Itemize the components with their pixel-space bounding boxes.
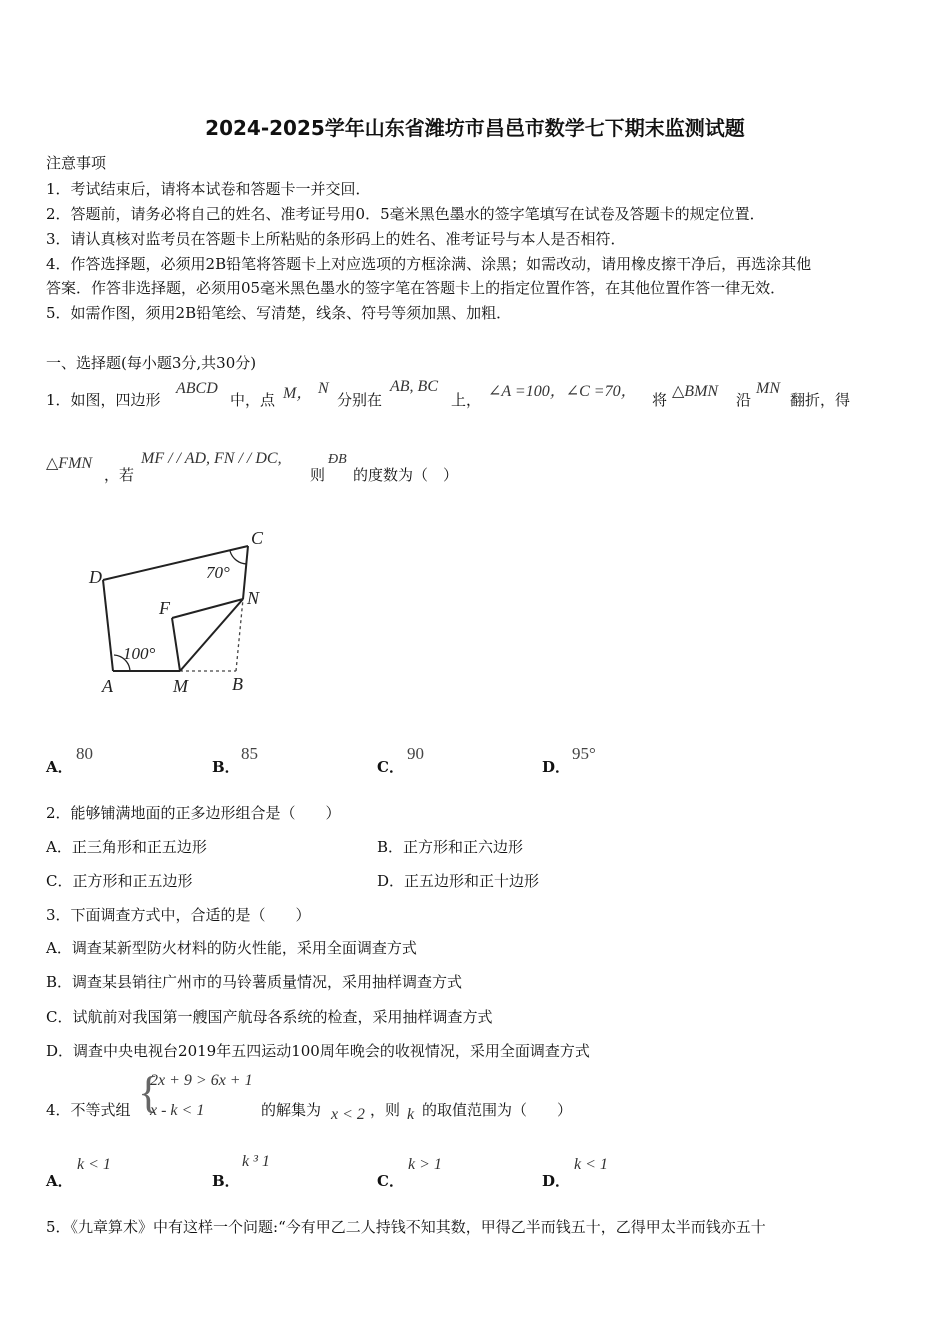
q4-option-b-label[interactable]: B． (212, 1172, 240, 1190)
q1-segment-mn: MN (756, 380, 780, 397)
q3-option-b[interactable]: B．调查某县销往广州市的马铃薯质量情况，采用抽样调查方式 (46, 973, 463, 991)
q4-number: 4．不等式组 (46, 1101, 131, 1119)
q4-option-a-label[interactable]: A． (46, 1172, 73, 1190)
section-heading: 一、选择题(每小题3分,共30分) (46, 354, 257, 372)
q4-inequality-2: x - k < 1 (150, 1102, 205, 1119)
q4-text: ，则 (370, 1101, 401, 1119)
q4-option-c-label[interactable]: C． (377, 1172, 404, 1190)
label-a: A (102, 676, 113, 696)
q1-text: 沿 (736, 391, 752, 409)
q2-option-b[interactable]: B．正方形和正六边形 (377, 838, 524, 856)
angle-c-arc (230, 551, 247, 564)
q3-option-c[interactable]: C．试航前对我国第一艘国产航母各系统的检查，采用抽样调查方式 (46, 1008, 493, 1026)
q1-text: ，若 (104, 466, 135, 484)
q2-stem: 2．能够铺满地面的正多边形组合是（ ） (46, 804, 341, 822)
notice-item: 5．如需作图，须用2B铅笔绘、写清楚，线条、符号等须加黑、加粗． (46, 304, 512, 322)
label-c: C (251, 528, 264, 548)
q4-text: 的取值范围为（ ） (422, 1101, 573, 1119)
notice-item: 4．作答选择题，必须用2B铅笔将答题卡上对应选项的方框涂满、涂黑；如需改动，请用橡皮擦干净后，再选涂其他 (46, 255, 812, 273)
q1-angles: ∠A =100，∠C =70， (488, 383, 637, 400)
q1-text: 中，点 (230, 391, 276, 409)
q1-figure (80, 522, 280, 702)
q3-stem: 3．下面调查方式中，合适的是（ ） (46, 906, 311, 924)
segment-bn-dashed (236, 599, 243, 671)
segment-fm (172, 618, 180, 671)
notice-item: 答案．作答非选择题，必须用05毫米黑色墨水的签字笔在答题卡上的指定位置作答，在其他位置作答一律无效． (46, 279, 786, 297)
q1-option-b-value[interactable]: 85 (241, 744, 258, 763)
q4-option-b-value[interactable]: k ³ 1 (242, 1153, 270, 1170)
label-d: D (89, 567, 102, 587)
q4-option-d-label[interactable]: D． (542, 1172, 571, 1190)
q2-option-d[interactable]: D．正五边形和正十边形 (377, 872, 540, 890)
label-b: B (232, 674, 243, 694)
q1-point-m: M， (283, 385, 313, 402)
q5-stem: 5．《九章算术》中有这样一个问题:“今有甲乙二人持钱不知其数，甲得乙半而钱五十，乙得甲太半而钱亦五十 (46, 1218, 766, 1236)
segment-mn (180, 599, 243, 671)
q3-option-d[interactable]: D．调查中央电视台2019年五四运动100周年晚会的收视情况，采用全面调查方式 (46, 1042, 590, 1060)
q1-sides: AB, BC (390, 378, 438, 395)
q1-text: 的度数为（ ） (353, 466, 459, 484)
q1-text: 将 (652, 391, 668, 409)
q1-option-d-value[interactable]: 95° (572, 744, 596, 763)
q4-text: 的解集为 (261, 1101, 322, 1119)
q4-solution: x < 2 (331, 1106, 365, 1123)
q1-option-c-label[interactable]: C． (377, 758, 404, 776)
q1-option-b-label[interactable]: B． (212, 758, 240, 776)
notice-item: 2．答题前，请务必将自己的姓名、准考证号用0．5毫米黑色墨水的签字笔填写在试卷及答题卡的规定位置． (46, 205, 765, 223)
q1-text: 翻折，得 (790, 391, 851, 409)
q4-option-a-value[interactable]: k < 1 (77, 1156, 111, 1173)
q1-triangle-fmn: △FMN (46, 455, 93, 472)
q1-triangle-bmn: △BMN (672, 383, 719, 400)
q1-text: 分别在 (337, 391, 383, 409)
q1-number: 1．如图，四边形 (46, 391, 161, 409)
angle-a-label: 100° (123, 644, 156, 663)
q2-option-c[interactable]: C．正方形和正五边形 (46, 872, 193, 890)
page-title: 2024-2025学年山东省潍坊市昌邑市数学七下期末监测试题 (205, 116, 745, 140)
notice-item: 1．考试结束后，请将本试卷和答题卡一并交回． (46, 180, 371, 198)
q1-text: 则 (310, 466, 326, 484)
q4-option-d-value[interactable]: k < 1 (574, 1156, 608, 1173)
q1-point-n: N (318, 380, 329, 397)
q4-inequality-1: 2x + 9 > 6x + 1 (150, 1072, 253, 1089)
q1-option-d-label[interactable]: D． (542, 758, 571, 776)
q4-k: k (407, 1106, 415, 1123)
q4-option-c-value[interactable]: k > 1 (408, 1156, 442, 1173)
notice-heading: 注意事项 (46, 154, 107, 172)
segment-da (103, 580, 113, 671)
q1-angle-b: ÐB (328, 452, 347, 467)
q1-option-c-value[interactable]: 90 (407, 744, 424, 763)
q2-option-a[interactable]: A．正三角形和正五边形 (46, 838, 207, 856)
segment-fn (172, 599, 243, 618)
label-f: F (159, 598, 170, 618)
label-n: N (247, 588, 260, 608)
q1-condition: MF / / AD, FN / / DC, (141, 450, 282, 467)
q3-option-a[interactable]: A．调查某新型防火材料的防火性能，采用全面调查方式 (46, 939, 417, 957)
notice-item: 3．请认真核对监考员在答题卡上所粘贴的条形码上的姓名、准考证号与本人是否相符． (46, 230, 626, 248)
angle-c-label: 70° (206, 563, 230, 582)
label-m: M (173, 676, 188, 696)
q1-option-a-label[interactable]: A． (46, 758, 73, 776)
q4-brace: { (138, 1068, 160, 1117)
q1-quadrilateral: ABCD (176, 380, 218, 397)
q1-text: 上， (451, 391, 482, 409)
q1-option-a-value[interactable]: 80 (76, 744, 93, 763)
